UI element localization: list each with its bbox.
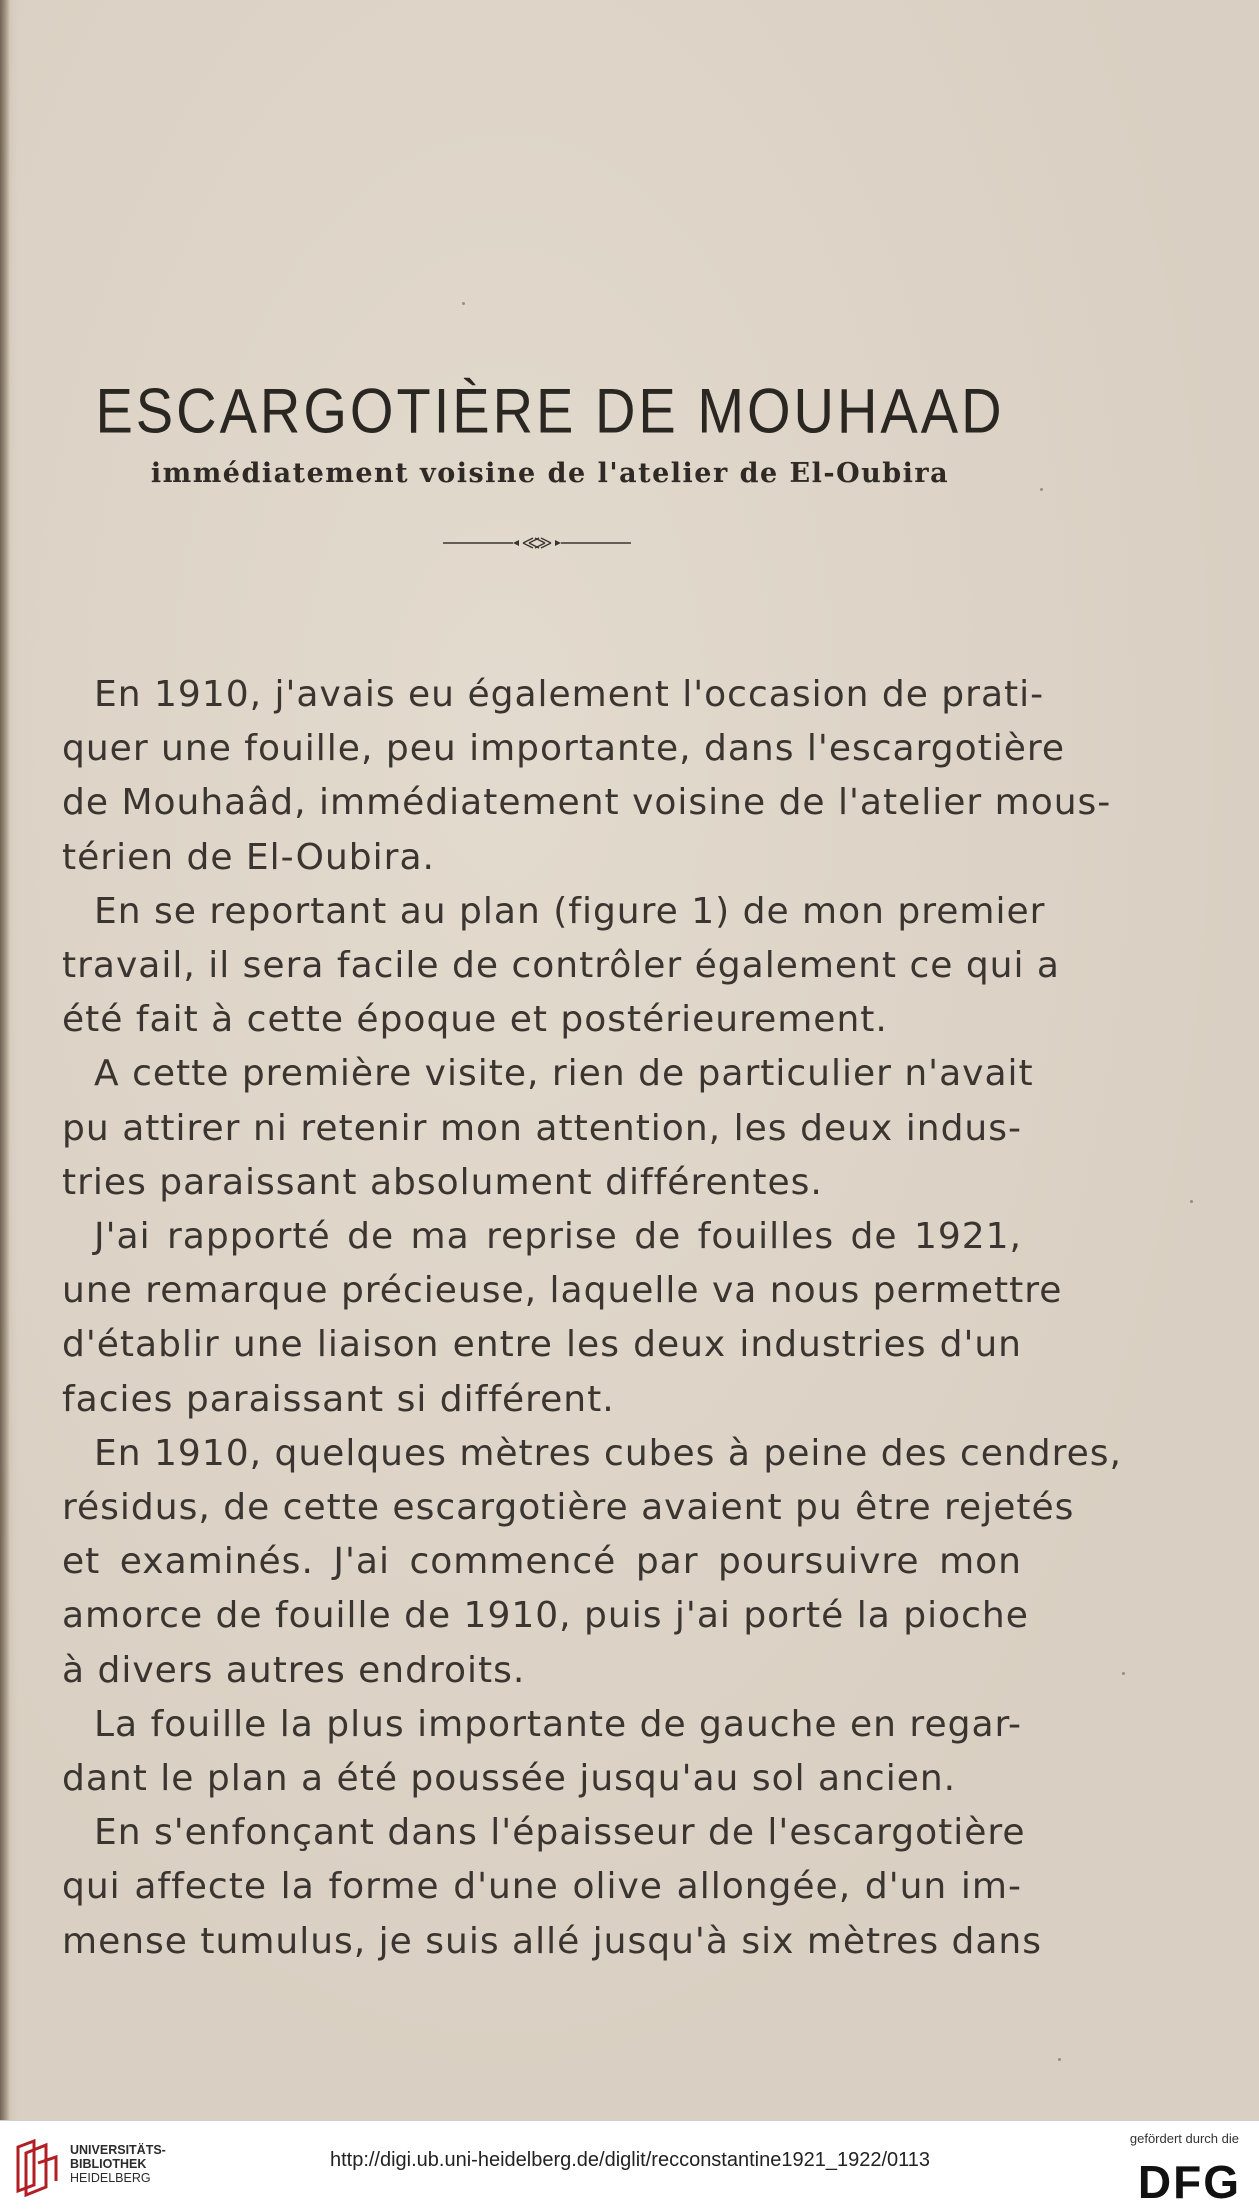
ornament-rule-icon — [443, 535, 631, 551]
text-line: facies paraissant si différent. — [62, 1378, 615, 1420]
viewer-footer — [0, 2120, 1259, 2212]
text-line: travail, il sera facile de contrôler également ce qui a — [62, 945, 1060, 987]
library-line: BIBLIOTHEK — [70, 2157, 147, 2171]
text-line: d'établir une liaison entre les deux industries d'un — [62, 1324, 1022, 1366]
text-line: J'ai rapporté de ma reprise de fouilles de 1921, — [94, 1216, 1022, 1258]
page-subtitle: immédiatement voisine de l'atelier de El-Oubira — [150, 458, 950, 489]
paragraph — [62, 1210, 1063, 1427]
text-line: A cette première visite, rien de particulier n'avait — [94, 1053, 1034, 1095]
permalink-url[interactable]: http://digi.ub.uni-heidelberg.de/diglit/recconstantine1921_1922/0113 — [329, 2149, 931, 2171]
text-line: qui affecte la forme d'une olive allongée, d'un im- — [62, 1866, 1022, 1908]
paragraph — [62, 1427, 1122, 1698]
text-line: térien de El-Oubira. — [62, 836, 435, 878]
body-text — [62, 668, 1122, 1969]
paper-speck — [1122, 1672, 1125, 1675]
text-line: dant le plan a été poussée jusqu'au sol ancien. — [62, 1758, 957, 1800]
text-line: amorce de fouille de 1910, puis j'ai porté la pioche — [62, 1595, 1029, 1637]
text-line: été fait à cette époque et postérieurement. — [62, 999, 888, 1041]
text-line: à divers autres endroits. — [62, 1649, 526, 1691]
text-line: résidus, de cette escargotière avaient pu être rejetés — [62, 1487, 1075, 1529]
paragraph — [62, 1047, 1034, 1210]
paragraph — [62, 1698, 1022, 1806]
text-line: En se reportant au plan (figure 1) de mon premier — [94, 890, 1046, 932]
paragraph — [62, 1806, 1043, 1969]
text-line: pu attirer ni retenir mon attention, les deux indus- — [62, 1107, 1022, 1149]
paper-speck — [1190, 1200, 1193, 1203]
ub-heidelberg-logo-icon[interactable] — [12, 2137, 62, 2197]
paper-speck — [462, 302, 465, 305]
library-line: UNIVERSITÄTS- — [70, 2143, 166, 2157]
text-line: En 1910, j'avais eu également l'occasion de prati- — [94, 674, 1045, 715]
text-line: tries paraissant absolument différentes. — [62, 1161, 823, 1203]
text-line: de Mouhaâd, immédiatement voisine de l'atelier mous- — [62, 782, 1112, 824]
paragraph — [62, 668, 1112, 885]
text-line: une remarque précieuse, laquelle va nous permettre — [62, 1270, 1063, 1312]
library-line: HEIDELBERG — [70, 2171, 151, 2185]
page-title: ESCARGOTIÈRE DE MOUHAAD — [95, 375, 1005, 446]
dfg-logo[interactable]: DFG — [1137, 2156, 1241, 2208]
paper-speck — [1058, 2058, 1061, 2061]
text-line: En s'enfonçant dans l'épaisseur de l'escargotière — [94, 1812, 1026, 1854]
funding-note: gefördert durch die — [1129, 2131, 1239, 2146]
text-line: et examinés. J'ai commencé par poursuivre mon — [62, 1541, 1022, 1583]
text-line: quer une fouille, peu importante, dans l'escargotière — [62, 728, 1066, 770]
text-line: En 1910, quelques mètres cubes à peine des cendres, — [94, 1432, 1122, 1474]
book-spine-shadow — [0, 0, 10, 2120]
paragraph — [62, 885, 1060, 1048]
library-name — [70, 2143, 166, 2185]
text-line: La fouille la plus importante de gauche en regar- — [94, 1703, 1022, 1745]
text-line: mense tumulus, je suis allé jusqu'à six mètres dans — [62, 1920, 1043, 1962]
